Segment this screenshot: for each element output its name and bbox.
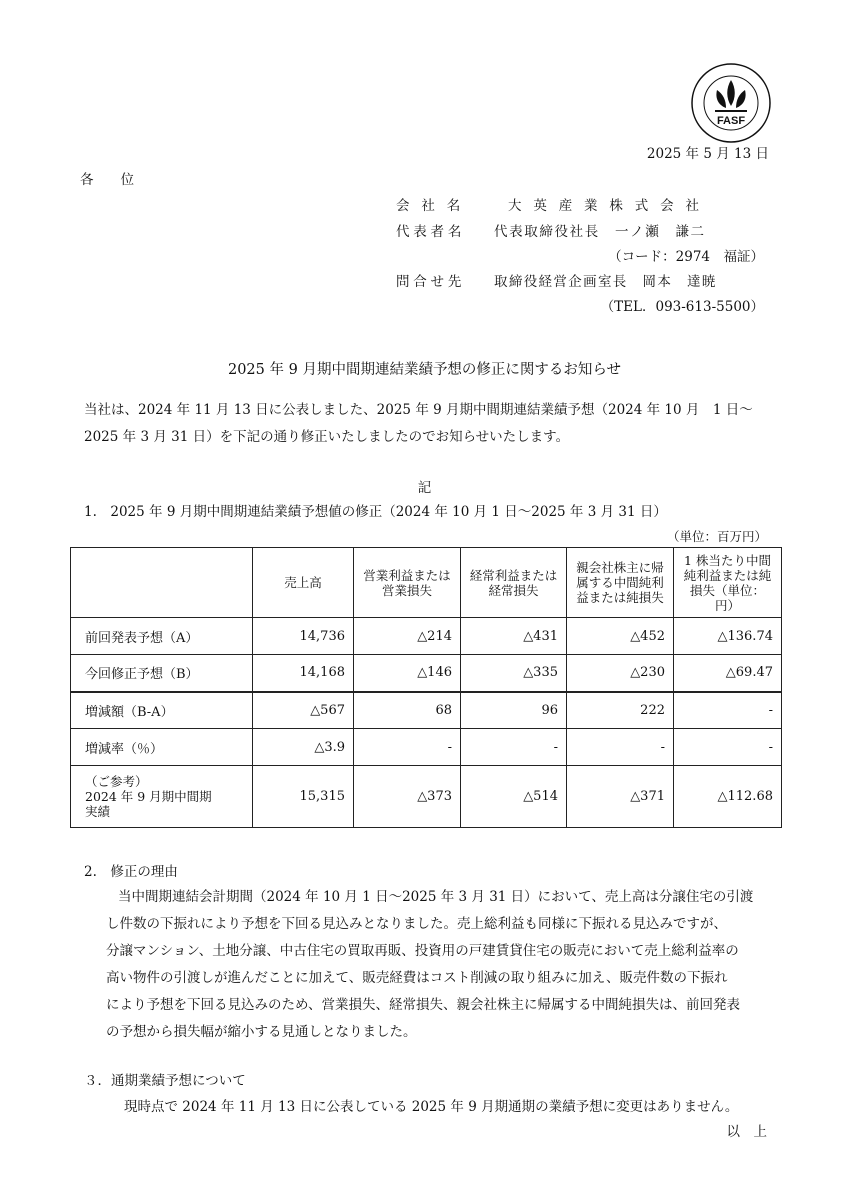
cell-net: △230 bbox=[567, 655, 674, 692]
table-row bbox=[71, 618, 782, 655]
reason-line-4: 高い物件の引渡しが進んだことに加えて、販売経費はコスト削減の取り組みに加え、販売件数の下振れ bbox=[106, 970, 728, 986]
cell-eps: △69.47 bbox=[674, 655, 782, 692]
logo-leaf-right bbox=[736, 90, 746, 108]
stock-code: （コード：2974 福証） bbox=[608, 249, 764, 265]
header-ordinary-profit: 経常利益または経常損失 bbox=[461, 548, 567, 618]
intro-line-1: 当社は、2024 年 11 月 13 日に公表しました、2025 年 9 月期中間期連結業績予想（2024 年 10 月 1 日～ bbox=[84, 402, 753, 418]
header-eps: 1 株当たり中間純利益または純損失（単位：円） bbox=[674, 548, 782, 618]
reason-line-3: 分譲マンション、土地分譲、中古住宅の買取再販、投資用の戸建賃貸住宅の販売において売上総利益率の bbox=[106, 943, 739, 959]
reference-label-3: 実績 bbox=[85, 804, 111, 819]
cell-operating: △214 bbox=[354, 618, 461, 655]
ki-heading: 記 bbox=[417, 480, 432, 496]
unit-label: （単位：百万円） bbox=[666, 529, 767, 544]
contact-label: 問合せ先 bbox=[396, 274, 466, 290]
reference-label-1: （ご参考） bbox=[85, 774, 148, 789]
cell-eps: - bbox=[674, 729, 782, 766]
table-row bbox=[71, 655, 782, 692]
section3-text: 現時点で 2024 年 11 月 13 日に公表している 2025 年 9 月期通期の業績予想に変更はありません。 bbox=[124, 1099, 739, 1115]
representative-label: 代表者名 bbox=[396, 224, 466, 240]
contact-tel: （TEL．093-613-5500） bbox=[600, 299, 764, 315]
cell-ordinary: △335 bbox=[461, 655, 567, 692]
closing-mark: 以 上 bbox=[726, 1124, 767, 1140]
logo-leaf-center bbox=[727, 80, 735, 106]
table-row bbox=[71, 729, 782, 766]
cell-ordinary: - bbox=[461, 729, 567, 766]
cell-operating: - bbox=[354, 729, 461, 766]
addressee: 各 位 bbox=[80, 172, 134, 188]
cell-eps: - bbox=[674, 692, 782, 729]
section3-heading: ３．通期業績予想について bbox=[84, 1073, 246, 1089]
logo-bar bbox=[715, 110, 747, 112]
cell-operating: △373 bbox=[354, 766, 461, 828]
cell-ordinary: 96 bbox=[461, 692, 567, 729]
representative-value: 代表取締役社長 一ノ瀬 謙二 bbox=[494, 224, 706, 240]
section1-heading: 1. 2025 年 9 月期中間期連結業績予想値の修正（2024 年 10 月 1 日～2025 年 3 月 31 日） bbox=[84, 504, 667, 520]
cell-sales: 14,168 bbox=[253, 655, 354, 692]
row-label: 増減率（％） bbox=[71, 729, 253, 766]
cell-net: - bbox=[567, 729, 674, 766]
cell-net: 222 bbox=[567, 692, 674, 729]
row-label-reference bbox=[71, 766, 253, 828]
document-date: 2025 年 5 月 13 日 bbox=[646, 146, 769, 162]
cell-sales: △567 bbox=[253, 692, 354, 729]
logo-leaf-left bbox=[716, 90, 726, 108]
table-row bbox=[71, 692, 782, 729]
intro-line-2: 2025 年 3 月 31 日）を下記の通り修正いたしましたのでお知らせいたします。 bbox=[84, 429, 570, 445]
fasf-logo bbox=[690, 62, 772, 144]
cell-net: △371 bbox=[567, 766, 674, 828]
header-sales: 売上高 bbox=[253, 548, 354, 618]
reason-line-2: し件数の下振れにより予想を下回る見込みとなりました。売上総利益も同様に下振れる見込みですが、 bbox=[106, 916, 727, 932]
row-label: 今回修正予想（B） bbox=[71, 655, 253, 692]
page-title: 2025 年 9 月期中間期連結業績予想の修正に関するお知らせ bbox=[227, 362, 622, 378]
cell-ordinary: △514 bbox=[461, 766, 567, 828]
table-row-reference bbox=[71, 766, 782, 828]
cell-sales: 14,736 bbox=[253, 618, 354, 655]
forecast-table bbox=[70, 547, 782, 828]
cell-operating: △146 bbox=[354, 655, 461, 692]
cell-net: △452 bbox=[567, 618, 674, 655]
cell-sales: △3.9 bbox=[253, 729, 354, 766]
cell-sales: 15,315 bbox=[253, 766, 354, 828]
company-name-value: 大 英 産 業 株 式 会 社 bbox=[508, 198, 703, 214]
cell-operating: 68 bbox=[354, 692, 461, 729]
reason-line-6: の予想から損失幅が縮小する見通しとなりました。 bbox=[106, 1024, 417, 1040]
cell-eps: △136.74 bbox=[674, 618, 782, 655]
logo-mark-text: FASF bbox=[716, 115, 746, 127]
cell-ordinary: △431 bbox=[461, 618, 567, 655]
reason-line-1: 当中間期連結会計期間（2024 年 10 月 1 日～2025 年 3 月 31 日）において、売上高は分譲住宅の引渡 bbox=[118, 889, 754, 905]
section2-heading: 2. 修正の理由 bbox=[84, 864, 178, 880]
company-name-label: 会 社 名 bbox=[396, 198, 464, 214]
table-header-row bbox=[71, 548, 782, 618]
reference-label-2: 2024 年 9 月期中間期 bbox=[85, 789, 212, 804]
reason-line-5: により予想を下回る見込みのため、営業損失、経常損失、親会社株主に帰属する中間純損失は、前回発表 bbox=[106, 997, 740, 1013]
cell-eps: △112.68 bbox=[674, 766, 782, 828]
row-label: 前回発表予想（A） bbox=[71, 618, 253, 655]
header-blank bbox=[71, 548, 253, 618]
header-net-profit: 親会社株主に帰属する中間純利益または純損失 bbox=[567, 548, 674, 618]
contact-value: 取締役経営企画室長 岡本 達暁 bbox=[494, 274, 717, 290]
row-label: 増減額（B-A） bbox=[71, 692, 253, 729]
header-operating-profit: 営業利益または営業損失 bbox=[354, 548, 461, 618]
